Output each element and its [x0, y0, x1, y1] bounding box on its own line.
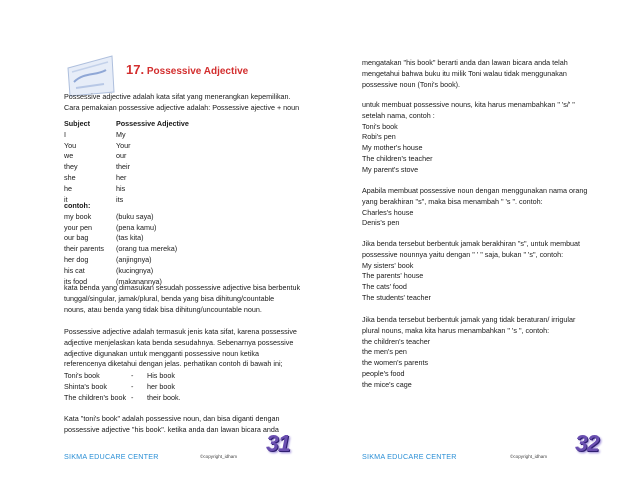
- table-cell: they: [64, 162, 78, 172]
- list-item: Toni's book: [362, 121, 398, 131]
- text-line: Jika benda tersebut berbentuk jamak berakhiran "s", untuk membuat: [362, 239, 581, 248]
- list-item: people's food: [362, 368, 405, 378]
- list-item: [64, 223, 177, 234]
- table-cell: their: [116, 162, 130, 172]
- page-number: 32: [575, 430, 599, 456]
- page-number: 31: [266, 430, 290, 456]
- list-item: the women's parents: [362, 358, 429, 368]
- text-line: mengetahui bahwa buku itu milik Toni walau tidak menggunakan: [362, 68, 567, 78]
- table-header: Subject: [64, 119, 90, 128]
- page-32: [319, 0, 638, 493]
- table-cell: his: [116, 183, 126, 193]
- rule-2: [362, 186, 587, 229]
- text-line: referencenya diketahui dengan jelas. perhatikan contoh di bawah ini;: [64, 359, 283, 369]
- rule-1: [362, 100, 575, 176]
- text-line: setelah nama, contoh :: [362, 110, 435, 120]
- list-item: The students' teacher: [362, 292, 431, 302]
- table-cell: her: [116, 172, 127, 182]
- list-item: [64, 244, 177, 255]
- footer-publisher: SIKMA EDUCARE CENTER: [64, 452, 159, 461]
- example-translation: (orang tua mereka): [116, 244, 178, 254]
- example-table: [64, 201, 177, 287]
- list-item: The parents' house: [362, 271, 424, 281]
- chapter-number: 17.: [126, 62, 145, 77]
- text-line: Jika benda tersebut berbentuk jamak yang tidak beraturan/ irrigular: [362, 315, 576, 324]
- comparison-list: [64, 371, 181, 403]
- text-line: nouns, atau benda yang tidak bisa dihitung/uncountable noun.: [64, 304, 262, 314]
- example-translation: (kucingnya): [116, 265, 154, 275]
- text-line: possessive nounnya yaitu dengan " ' " saja, bukan " 's", contoh:: [362, 249, 564, 259]
- list-item: The children's teacher: [362, 153, 433, 163]
- rule-3: [362, 239, 580, 304]
- table-cell: it: [64, 194, 68, 204]
- table-cell: we: [64, 151, 74, 161]
- example-phrase: your pen: [64, 222, 92, 232]
- rule-4: [362, 315, 575, 391]
- table-cell: its: [116, 194, 124, 204]
- text-line: adjective menjelaskan kata benda sesudahnya. Sebenarnya possessive: [64, 337, 294, 347]
- list-item: [64, 255, 177, 266]
- table-cell: she: [64, 172, 76, 182]
- table-cell: Your: [116, 140, 131, 150]
- text-line: Apabila membuat possessive noun dengan menggunakan nama orang: [362, 186, 588, 195]
- list-item: [64, 393, 181, 404]
- possessive-adjective: His book: [147, 371, 175, 380]
- list-item: The cats' food: [362, 282, 407, 292]
- text-line: possessive noun (Toni's book).: [362, 79, 461, 89]
- example-phrase: its food: [64, 276, 88, 286]
- example-translation: (anjingnya): [116, 254, 152, 264]
- example-phrase: their parents: [64, 244, 104, 254]
- paragraph-1: [64, 283, 300, 315]
- list-item: [64, 382, 181, 393]
- text-line: tunggal/singular, jamak/plural, benda yang bisa dihitung/countable: [64, 293, 275, 303]
- text-line: yang berakhiran "s", maka bisa menambah " 's ". contoh:: [362, 196, 543, 206]
- example-phrase: my book: [64, 211, 92, 221]
- table-row: [64, 184, 189, 195]
- intro-paragraph: [64, 92, 299, 114]
- list-item: My mother's house: [362, 143, 423, 153]
- table-row: [64, 151, 189, 162]
- list-item: Denis's pen: [362, 218, 400, 228]
- dash: -: [131, 381, 134, 391]
- possessive-noun: Shinta's book: [64, 381, 107, 391]
- list-item: [64, 266, 177, 277]
- text-line: adjective digunakan untuk mengganti possessive noun ketika: [64, 348, 259, 358]
- table-cell: My: [116, 129, 126, 139]
- list-item: [64, 212, 177, 223]
- text-line: mengatakan "his book" berarti anda dan lawan bicara anda telah: [362, 58, 568, 67]
- table-row: [64, 130, 189, 141]
- table-row: [64, 141, 189, 152]
- footer-publisher: SIKMA EDUCARE CENTER: [362, 452, 457, 461]
- list-item: the men's pen: [362, 347, 407, 357]
- table-header: Possessive Adjective: [116, 119, 189, 128]
- example-translation: (buku saya): [116, 211, 154, 221]
- list-item: Charles's house: [362, 207, 414, 217]
- list-item: [64, 233, 177, 244]
- text-line: plural nouns, maka kita harus menambahkan " 's ", contoh:: [362, 325, 550, 335]
- paragraph-2: [64, 327, 297, 370]
- example-translation: (makanannya): [116, 276, 162, 286]
- possessive-noun: Toni's book: [64, 371, 100, 380]
- text-line: kata benda yang dimasukan sesudah possessive adjective bisa berbentuk: [64, 283, 301, 292]
- table-cell: You: [64, 140, 77, 150]
- footer-copyright: ©copyright_idham: [510, 454, 548, 459]
- table-cell: he: [64, 183, 72, 193]
- pronoun-table: [64, 119, 189, 205]
- table-row: [64, 173, 189, 184]
- contoh-label: contoh:: [64, 201, 91, 210]
- example-translation: (pena kamu): [116, 222, 157, 232]
- list-item: Robi's pen: [362, 132, 396, 142]
- table-cell: I: [64, 129, 66, 139]
- possessive-noun: The children's book: [64, 392, 127, 402]
- dash: -: [131, 371, 134, 380]
- paragraph-3: [64, 414, 279, 436]
- example-phrase: our bag: [64, 233, 89, 243]
- continuation-paragraph: [362, 58, 568, 90]
- text-line: Kata "toni's book" adalah possessive noun, dan bisa diganti dengan: [64, 414, 280, 423]
- list-item: [64, 371, 181, 382]
- table-row: [64, 162, 189, 173]
- list-item: the mice's cage: [362, 379, 412, 389]
- dash: -: [131, 392, 134, 402]
- list-item: My parent's stove: [362, 164, 419, 174]
- list-item: the children's teacher: [362, 336, 431, 346]
- example-phrase: her dog: [64, 254, 89, 264]
- possessive-adjective: their book.: [147, 392, 181, 402]
- intro-line: Cara pemakaian possessive adjective adalah: Possessive ajective + noun: [64, 102, 300, 112]
- text-line: possessive adjective "his book". ketika anda dan lawan bicara anda: [64, 424, 279, 434]
- table-header-row: [64, 119, 189, 130]
- text-line: untuk membuat possessive nouns, kita harus menambahkan " 's/' ": [362, 100, 575, 109]
- possessive-adjective: her book: [147, 381, 175, 391]
- example-phrase: his cat: [64, 265, 85, 275]
- footer-copyright: ©copyright_idham: [200, 454, 238, 459]
- chapter-title-text: Possessive Adjective: [146, 66, 249, 77]
- chapter-title: [126, 62, 248, 77]
- intro-line: Possessive adjective adalah kata sifat yang menerangkan kepemilikan.: [64, 92, 291, 101]
- list-item: My sisters' book: [362, 260, 414, 270]
- text-line: Possessive adjective adalah termasuk jenis kata sifat, karena possessive: [64, 327, 297, 336]
- example-translation: (tas kita): [116, 233, 144, 243]
- table-cell: our: [116, 151, 127, 161]
